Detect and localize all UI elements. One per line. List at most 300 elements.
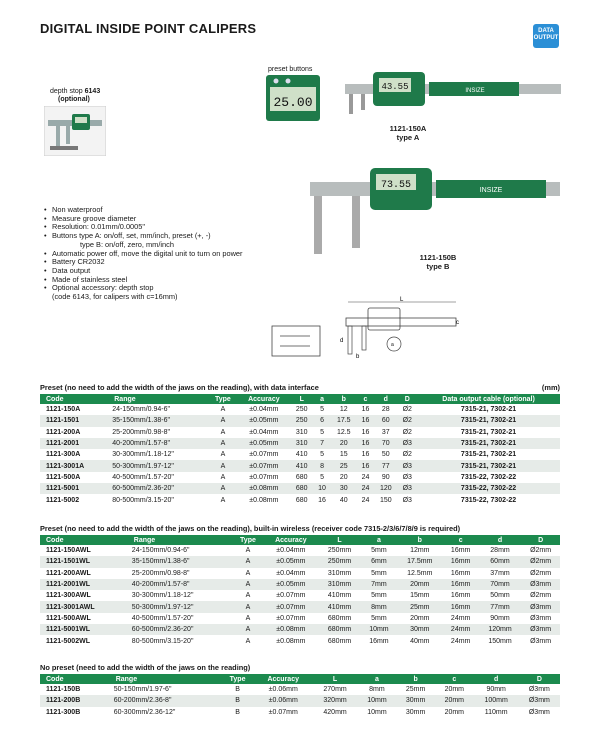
table-cell: 1121-5002WL xyxy=(46,637,90,645)
table-cell: 1121-150A xyxy=(46,406,81,414)
table-cell: Ø2mm xyxy=(530,547,552,555)
table-cell: 60 xyxy=(374,415,397,426)
table-row xyxy=(40,415,560,426)
table-cell: 30mm xyxy=(397,624,442,635)
table-cell: 30-300mm/1.18-12" xyxy=(131,592,194,600)
table-cell: ±0.04mm xyxy=(249,428,279,436)
table-cell: ±0.04mm xyxy=(276,547,306,555)
table-cell: 50-300mm/1.97-12" xyxy=(128,601,233,612)
table-cell: ±0.07mm xyxy=(249,451,279,459)
table-cell: 16mm xyxy=(450,592,471,600)
table-cell: 310mm xyxy=(327,569,352,577)
table-cell: A xyxy=(220,406,226,414)
table-cell: 8 xyxy=(313,460,330,471)
table-row xyxy=(40,568,560,579)
column-header: D xyxy=(397,394,417,404)
table-cell: 16mm xyxy=(369,637,389,645)
table-row xyxy=(40,695,560,706)
column-header: b xyxy=(397,535,442,545)
table-cell: 1121-3001AWL xyxy=(40,601,128,612)
table-cell: 20mm xyxy=(444,686,465,694)
column-header: Type xyxy=(208,394,237,404)
page-title: DIGITAL INSIDE POINT CALIPERS xyxy=(40,21,257,36)
table-cell: 24mm xyxy=(450,637,471,645)
table-cell: Ø2mm xyxy=(530,569,552,577)
table-cell: 5 xyxy=(320,406,324,414)
table-row xyxy=(40,483,560,494)
table-cell: 1121-5001 xyxy=(40,483,108,494)
table-cell: 1121-1501 xyxy=(40,415,108,426)
table-cell: 100mm xyxy=(474,695,519,706)
type-b-caption xyxy=(414,253,462,271)
column-header: Accuracy xyxy=(263,535,318,545)
depth-stop-code: 6143 xyxy=(84,88,101,95)
table-cell: Ø3 xyxy=(397,438,417,449)
table-cell: 20mm xyxy=(435,695,474,706)
table-cell: 50-150mm/1.97-6" xyxy=(113,686,172,694)
table-cell: 24 xyxy=(361,473,370,481)
feature-item: type B: on/off, zero, mm/inch xyxy=(80,239,174,249)
table-cell: 37mm xyxy=(490,569,510,577)
column-header: Code xyxy=(40,535,128,545)
preset-buttons-closeup xyxy=(266,75,320,121)
table-cell: 1121-3001A xyxy=(40,460,108,471)
table-cell: 250mm xyxy=(318,556,360,567)
table-cell: 20mm xyxy=(397,579,442,590)
table-cell: 1121-2001 xyxy=(40,438,108,449)
table-cell: Ø3mm xyxy=(530,614,552,622)
column-header: L xyxy=(313,674,358,684)
column-header: c xyxy=(442,535,478,545)
table-cell: 7 xyxy=(313,438,330,449)
table-cell: 28mm xyxy=(490,547,510,555)
table-row xyxy=(40,449,560,460)
table-cell: 16 xyxy=(357,438,374,449)
table1-unit: (mm) xyxy=(541,383,560,392)
table-cell: 24mm xyxy=(450,614,471,622)
table-cell: 410 xyxy=(295,451,308,459)
table-cell: B xyxy=(221,695,254,706)
table-cell: A xyxy=(245,569,251,577)
table-cell: 12.5mm xyxy=(407,569,433,577)
table-cell: 40 xyxy=(339,496,348,504)
table-cell: A xyxy=(208,415,237,426)
closeup-display-value: 25.00 xyxy=(273,95,313,110)
table-cell: 60mm xyxy=(479,556,521,567)
table-cell: ±0.08mm xyxy=(249,496,279,504)
column-header: c xyxy=(435,674,474,684)
table-cell: 90mm xyxy=(490,614,510,622)
table-cell: 60-300mm/2.36-12" xyxy=(113,708,176,716)
table-cell: 40-200mm/1.57-8" xyxy=(128,579,233,590)
column-header: d xyxy=(474,674,519,684)
column-header: Code xyxy=(40,394,108,404)
table-cell: 40-200mm/1.57-8" xyxy=(108,438,208,449)
table-cell: ±0.04mm xyxy=(276,569,306,577)
table-cell: ±0.06mm xyxy=(268,686,298,694)
table-cell: 12.5 xyxy=(336,428,351,436)
feature-item: • Non waterproof xyxy=(52,206,242,215)
table-cell: 25mm xyxy=(405,686,426,694)
table-cell: 420mm xyxy=(323,708,347,716)
column-header: L xyxy=(318,535,360,545)
table-cell: Ø3mm xyxy=(530,637,552,645)
table-row xyxy=(40,472,560,483)
table-cell: 7315-21, 7302-21 xyxy=(460,428,517,436)
table-cell: 410 xyxy=(290,460,313,471)
table-cell: ±0.07mm xyxy=(238,460,291,471)
table-cell: Ø3 xyxy=(397,460,417,471)
table-cell: 15mm xyxy=(410,592,430,600)
column-header: Type xyxy=(233,535,264,545)
table-cell: 320mm xyxy=(313,695,358,706)
table-cell: ±0.05mm xyxy=(238,438,291,449)
table-cell: 10mm xyxy=(367,708,387,716)
table-row xyxy=(40,613,560,624)
table-cell: 7mm xyxy=(361,579,397,590)
table-cell: 37 xyxy=(381,428,390,436)
table3-heading: No preset (need to add the width of the jaws on the reading) xyxy=(40,663,251,672)
dim-label-a: a xyxy=(391,342,394,348)
table1-title: Preset (no need to add the width of the jaws on the reading), with data interface xyxy=(40,383,319,392)
table-cell: 24-150mm/0.94-6" xyxy=(131,547,190,555)
table1 xyxy=(40,394,560,506)
table-cell: A xyxy=(233,601,264,612)
column-header: a xyxy=(361,535,397,545)
table-cell: 310 xyxy=(295,428,308,436)
table2-heading: Preset (no need to add the width of the jaws on the reading), built-in wireless (receiver code 7315-2/3/6/7/8/9 is required) xyxy=(40,524,461,533)
column-header: D xyxy=(521,535,560,545)
model-b: 1121-150B xyxy=(419,253,457,262)
table-cell: 1121-150AWL xyxy=(46,547,91,555)
table-cell: 77 xyxy=(374,460,397,471)
table-cell: 25-200mm/0.98-8" xyxy=(131,569,190,577)
table-cell: 5 xyxy=(320,473,324,481)
table-cell: A xyxy=(220,428,226,436)
table-cell: 120mm xyxy=(479,624,521,635)
table-cell: 30 xyxy=(331,483,357,494)
table-cell: 16 xyxy=(361,428,370,436)
dim-label-c: c xyxy=(456,320,459,326)
table-cell: A xyxy=(208,483,237,494)
table-cell: 20 xyxy=(339,473,348,481)
feature-item: • Buttons type A: on/off, set, mm/inch, preset (+, -) xyxy=(52,232,242,241)
table-header-row xyxy=(40,535,560,545)
table-cell: 16mm xyxy=(442,556,478,567)
column-header: a xyxy=(313,394,330,404)
table-cell: 1121-200B xyxy=(40,695,110,706)
table-cell: 680mm xyxy=(327,637,352,645)
table-cell: 24-150mm/0.94-6" xyxy=(112,406,170,414)
table-cell: 1121-2001WL xyxy=(40,579,128,590)
table-cell: 16mm xyxy=(442,579,478,590)
feature-item: • Made of stainless steel xyxy=(52,276,242,285)
table-row xyxy=(40,684,560,695)
column-header: Accuracy xyxy=(238,394,291,404)
table-cell: Ø3mm xyxy=(519,695,560,706)
table-cell: 7315-21, 7302-21 xyxy=(417,438,560,449)
table-cell: ±0.07mm xyxy=(249,473,279,481)
column-header: Type xyxy=(221,674,254,684)
data-output-badge xyxy=(533,24,559,48)
table-cell: 7315-22, 7302-22 xyxy=(460,473,517,481)
table-cell: 10mm xyxy=(361,624,397,635)
table-cell: 16 xyxy=(357,460,374,471)
table-row xyxy=(40,624,560,635)
feature-item: • Measure groove diameter xyxy=(52,215,242,224)
badge-line-1: DATA xyxy=(538,28,554,34)
table-cell: 310 xyxy=(290,438,313,449)
table-cell: 680 xyxy=(290,483,313,494)
model-a: 1121-150A xyxy=(389,124,427,133)
column-header: b xyxy=(396,674,435,684)
table-cell: A xyxy=(220,496,226,504)
table-cell: Ø2mm xyxy=(521,556,560,567)
table-cell: A xyxy=(245,614,251,622)
table-cell: 680 xyxy=(295,496,308,504)
table-cell: 40mm xyxy=(410,637,430,645)
column-header: Code xyxy=(40,674,110,684)
type-a-caption xyxy=(384,124,432,142)
column-header: Range xyxy=(108,394,208,404)
feature-item: • Optional accessory: depth stop xyxy=(52,284,242,293)
table-cell: ±0.07mm xyxy=(263,601,318,612)
table-cell: 7315-21, 7302-21 xyxy=(460,451,517,459)
table-cell: 1121-5002 xyxy=(46,496,80,504)
table-cell: 30mm xyxy=(396,695,435,706)
table-cell: ±0.08mm xyxy=(276,637,306,645)
type-b-display-value: 73.55 xyxy=(380,180,412,191)
table-cell: 1121-200AWL xyxy=(46,569,91,577)
badge-line-2: OUTPUT xyxy=(533,35,559,41)
column-header: D xyxy=(519,674,560,684)
table-cell: ±0.08mm xyxy=(263,624,318,635)
feature-item: • Automatic power off, move the digital unit to turn on power xyxy=(52,250,242,259)
table-cell: 60-500mm/2.36-20" xyxy=(108,483,208,494)
caliper-type-b-image xyxy=(300,160,565,256)
table-cell: Ø3mm xyxy=(528,708,550,716)
table-cell: 7315-22, 7302-22 xyxy=(460,496,517,504)
table-cell: 120 xyxy=(374,483,397,494)
table-cell: 5mm xyxy=(371,569,387,577)
table-cell: 1121-150B xyxy=(46,686,81,694)
table-cell: 24mm xyxy=(442,624,478,635)
table-cell: 1121-300B xyxy=(46,708,81,716)
table-cell: 250 xyxy=(295,406,308,414)
table-cell: 77mm xyxy=(479,601,521,612)
table-cell: 25mm xyxy=(397,601,442,612)
table-cell: A xyxy=(208,438,237,449)
table-cell: 5 xyxy=(320,451,324,459)
column-header: Accuracy xyxy=(254,674,313,684)
table-cell: 35-150mm/1.38-6" xyxy=(108,415,208,426)
table-cell: 1121-300A xyxy=(46,451,81,459)
table-cell: A xyxy=(220,473,226,481)
table-row xyxy=(40,556,560,567)
table-cell: 10 xyxy=(313,483,330,494)
table-row xyxy=(40,494,560,505)
table1-heading xyxy=(40,383,560,392)
table-cell: ±0.07mm xyxy=(268,708,298,716)
table-cell: 35-150mm/1.38-6" xyxy=(128,556,233,567)
table-cell: 90mm xyxy=(486,686,506,694)
table-cell: 17.5 xyxy=(331,415,357,426)
table-cell: 16 xyxy=(361,451,370,459)
table-row xyxy=(40,601,560,612)
table-cell: 7315-21, 7302-21 xyxy=(417,460,560,471)
table-cell: A xyxy=(233,556,264,567)
table-cell: 8mm xyxy=(361,601,397,612)
table-cell: 150 xyxy=(379,496,392,504)
table-cell: 680 xyxy=(295,473,308,481)
table-cell: ±0.05mm xyxy=(263,579,318,590)
column-header: L xyxy=(290,394,313,404)
table-cell: 5mm xyxy=(371,592,387,600)
table-cell: 680mm xyxy=(318,624,360,635)
feature-item: • Resolution: 0.01mm/0.0005" xyxy=(52,223,242,232)
table-cell: A xyxy=(245,637,251,645)
table-cell: 270mm xyxy=(323,686,347,694)
column-header: d xyxy=(374,394,397,404)
table-row xyxy=(40,590,560,601)
table-cell: 90 xyxy=(381,473,390,481)
preset-buttons-label: preset buttons xyxy=(268,66,313,73)
table-row xyxy=(40,635,560,646)
dim-label-L: L xyxy=(400,297,404,303)
table-cell: 1121-1501WL xyxy=(40,556,128,567)
table-cell: 7315-21, 7302-21 xyxy=(460,406,517,414)
table-cell: 16mm xyxy=(442,601,478,612)
table-row xyxy=(40,404,560,415)
table-cell: 16mm xyxy=(450,547,471,555)
table-header-row xyxy=(40,394,560,404)
table-cell: Ø2 xyxy=(402,428,412,436)
features-list xyxy=(42,206,242,302)
table-cell: 16 xyxy=(361,406,370,414)
table-cell: A xyxy=(233,624,264,635)
table-cell: 70mm xyxy=(479,579,521,590)
brand-logo-a: INSIZE xyxy=(465,88,485,94)
table-cell: 110mm xyxy=(484,708,508,716)
table-cell: 25 xyxy=(331,460,357,471)
column-header: a xyxy=(358,674,397,684)
table-cell: A xyxy=(245,592,251,600)
table-cell: 70 xyxy=(374,438,397,449)
table-cell: Ø2 xyxy=(402,451,412,459)
table-cell: ±0.07mm xyxy=(276,614,306,622)
table-cell: Ø3mm xyxy=(521,624,560,635)
table-cell: 12mm xyxy=(410,547,430,555)
table-cell: 24 xyxy=(361,496,370,504)
table-cell: 50mm xyxy=(490,592,510,600)
table-cell: 7315-22, 7302-22 xyxy=(417,483,560,494)
column-header: Data output cable (optional) xyxy=(417,394,560,404)
brand-logo-b: INSIZE xyxy=(479,187,503,194)
depth-stop-image xyxy=(44,106,106,156)
table-cell: Ø3mm xyxy=(528,686,550,694)
table-cell: 8mm xyxy=(369,686,385,694)
table-cell: 150mm xyxy=(488,637,512,645)
table-cell: 410mm xyxy=(327,592,352,600)
table-cell: Ø2mm xyxy=(530,592,552,600)
table-cell: 6mm xyxy=(361,556,397,567)
table-cell: 15 xyxy=(339,451,348,459)
table-cell: Ø3 xyxy=(397,483,417,494)
table-cell: 310mm xyxy=(318,579,360,590)
table-cell: 30mm xyxy=(405,708,426,716)
column-header: c xyxy=(357,394,374,404)
table-cell: Ø3mm xyxy=(521,579,560,590)
table-row xyxy=(40,438,560,449)
feature-item: • Battery CR2032 xyxy=(52,258,242,267)
table-cell: Ø3 xyxy=(402,496,412,504)
table-cell: 25-200mm/0.98-8" xyxy=(112,428,170,436)
type-a: type A xyxy=(396,133,420,142)
table-row xyxy=(40,707,560,718)
type-b: type B xyxy=(426,262,450,271)
table-cell: 1121-300AWL xyxy=(46,592,91,600)
dim-label-d: d xyxy=(340,338,344,344)
table-cell: 5mm xyxy=(371,547,387,555)
type-a-display-value: 43.55 xyxy=(381,82,409,92)
table-cell: 680mm xyxy=(327,614,352,622)
table-cell: A xyxy=(220,451,226,459)
table-cell: 1121-500AWL xyxy=(46,614,91,622)
caliper-type-a-image xyxy=(325,68,565,124)
column-header: Range xyxy=(110,674,222,684)
table-cell: ±0.04mm xyxy=(249,406,279,414)
table-cell: 16 xyxy=(357,415,374,426)
table-cell: 50-300mm/1.97-12" xyxy=(108,460,208,471)
table-row xyxy=(40,579,560,590)
table-cell: 250 xyxy=(290,415,313,426)
depth-stop-prefix: depth stop xyxy=(50,88,85,95)
table-row xyxy=(40,427,560,438)
table3 xyxy=(40,674,560,718)
table-cell: 5mm xyxy=(371,614,387,622)
table-row xyxy=(40,460,560,471)
column-header: d xyxy=(479,535,521,545)
table-cell: 28 xyxy=(381,406,390,414)
table-cell: ±0.06mm xyxy=(254,695,313,706)
table-cell: A xyxy=(233,579,264,590)
table-cell: 50 xyxy=(381,451,390,459)
table-cell: 5 xyxy=(320,428,324,436)
table-cell: ±0.05mm xyxy=(263,556,318,567)
table-cell: 16mm xyxy=(450,569,471,577)
table-cell: A xyxy=(208,460,237,471)
table-cell: 250mm xyxy=(327,547,352,555)
table-row xyxy=(40,545,560,556)
table-cell: 40-500mm/1.57-20" xyxy=(112,473,174,481)
column-header: b xyxy=(331,394,357,404)
depth-stop-label xyxy=(50,88,100,104)
table-cell: 1121-5001WL xyxy=(40,624,128,635)
table-cell: Ø3mm xyxy=(521,601,560,612)
table-cell: ±0.05mm xyxy=(238,415,291,426)
table-cell: 1121-500A xyxy=(46,473,81,481)
table-cell: 20mm xyxy=(444,708,465,716)
table-cell: 1121-200A xyxy=(46,428,81,436)
table-cell: 60-500mm/2.36-20" xyxy=(128,624,233,635)
dim-label-b: b xyxy=(356,354,360,360)
table-cell: Ø3 xyxy=(402,473,412,481)
table-cell: Ø2 xyxy=(402,406,412,414)
table-cell: 80-500mm/3.15-20" xyxy=(131,637,194,645)
table-cell: ±0.08mm xyxy=(238,483,291,494)
table-cell: 12 xyxy=(339,406,348,414)
table-cell: 7315-21, 7302-21 xyxy=(417,415,560,426)
